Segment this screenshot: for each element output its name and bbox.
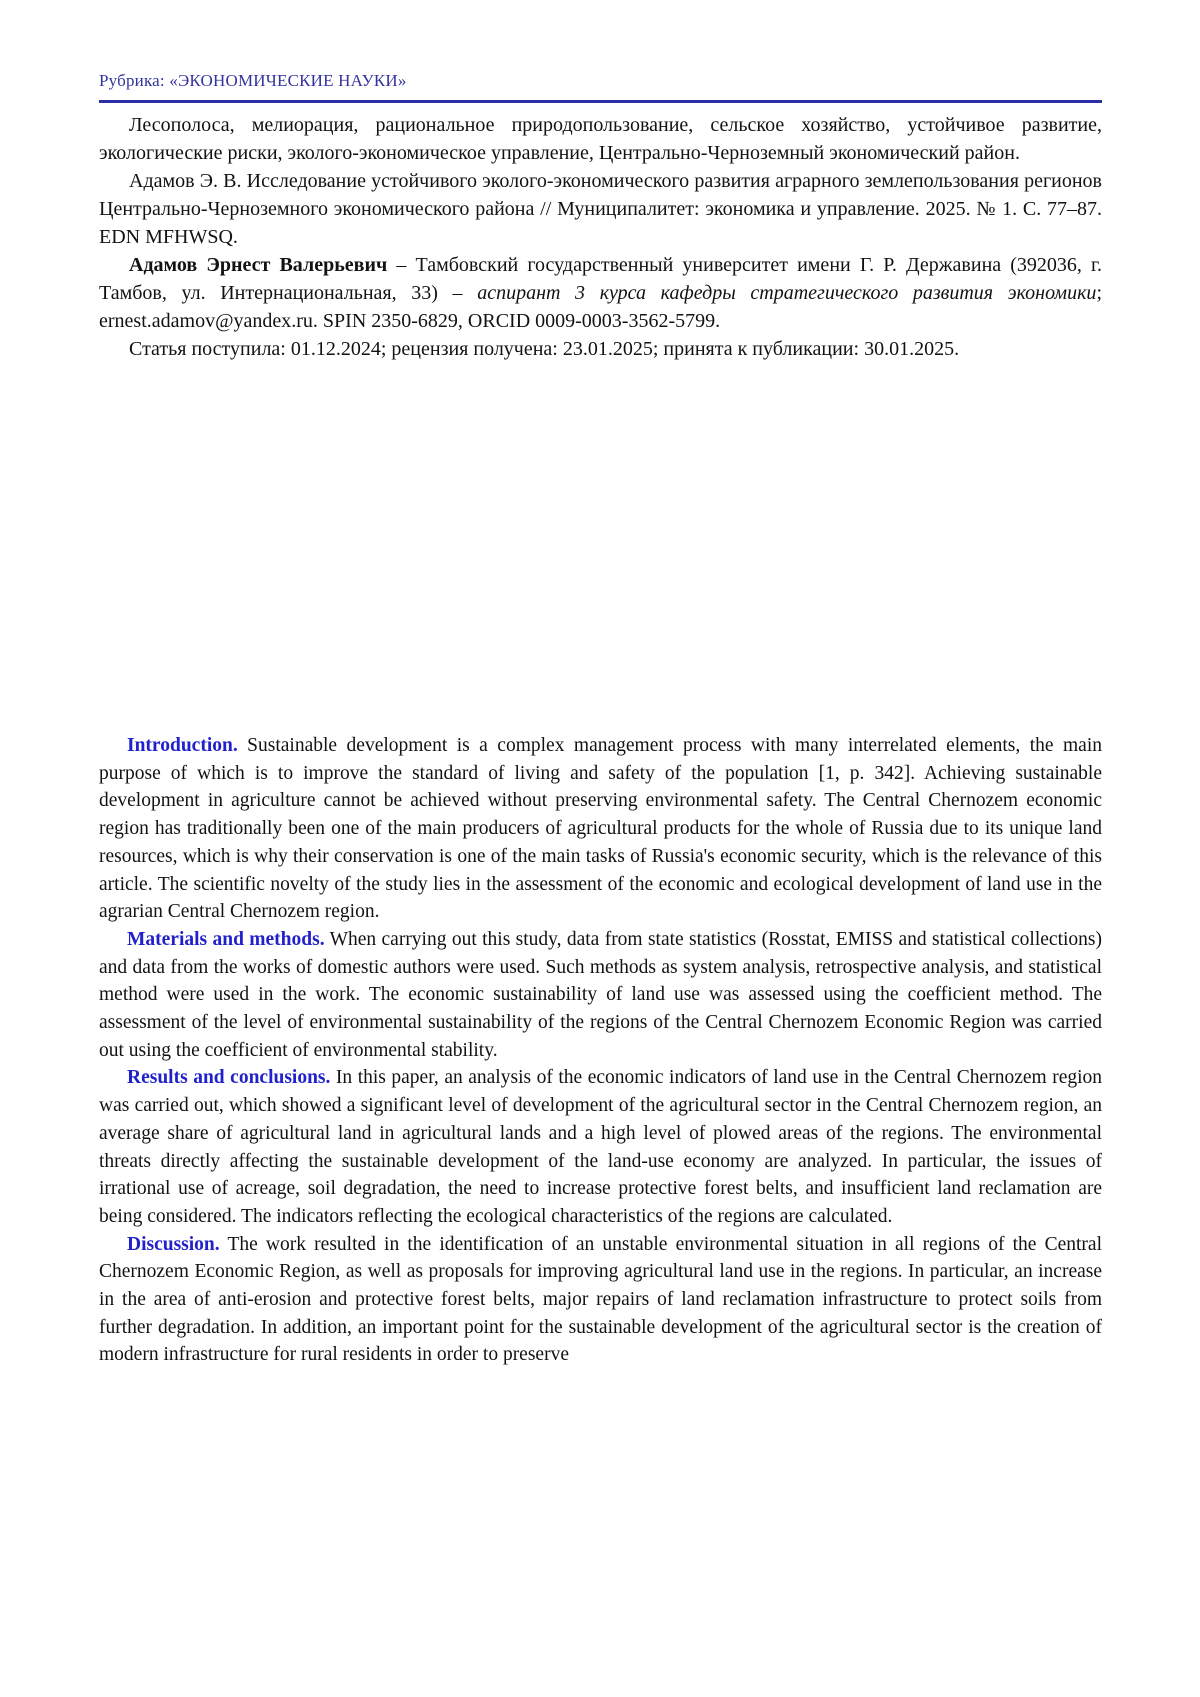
- author-email: ernest.adamov@yandex.ru: [99, 310, 313, 332]
- discussion-heading: Discussion.: [127, 1233, 220, 1255]
- author-name: Адамов Эрнест Валерьевич: [129, 254, 388, 276]
- introduction-text: Sustainable development is a complex management process with many interrelated elements, the main purpose of which is to improve the standard of living and safety of the population [1, p. 342]. Achieving sustainable development in agriculture cannot be achieved without preserving environmental safety. The Central Chernozem economic region has traditionally been one of the main producers of agricultural products for the whole of Russia due to its unique land resources, which is why their conservation is one of the main tasks of Russia's economic security, which is the relevance of this article. The scientific novelty of the study lies in the assessment of the economic and ecological development of land use in the agrarian Central Chernozem region.: [99, 735, 1102, 923]
- results-conclusions-heading: Results and conclusions.: [127, 1067, 331, 1089]
- author-affiliation: – Тамбовский государственный университет имени Г. Р. Державина (392036, г. Тамбов, ул. Интернациональная, 33) –: [99, 254, 1102, 304]
- header-divider: [99, 100, 1102, 103]
- section-introduction: [99, 732, 1102, 926]
- section-results-conclusions: [99, 1064, 1102, 1230]
- rubric-header: [99, 0, 1102, 103]
- citation-paragraph: Адамов Э. В. Исследование устойчивого эколого-экономического развития аграрного землепользования регионов Центрально-Черноземного экономического района // Муниципалитет: экономика и управление. 2025. № 1. С. 77–87. EDN MFHWSQ.: [99, 170, 1102, 248]
- article-dates-line: Статья поступила: 01.12.2024; рецензия получена: 23.01.2025; принята к публикации: 30.01.2025.: [129, 338, 960, 360]
- author-ids: . SPIN 2350-6829, ORCID 0009-0003-3562-5799.: [312, 310, 721, 332]
- discussion-text: The work resulted in the identification of an unstable environmental situation in all regions of the Central Chernozem Economic Region, as well as proposals for improving agricultural land use in the regions. In particular, an increase in the area of anti-erosion and protective forest belts, major repairs of land reclamation infrastructure to protect soils from further degradation. In addition, an important point for the sustainable development of the agricultural sector is the creation of modern infrastructure for rural residents in order to preserve: [99, 1233, 1102, 1366]
- results-conclusions-text: In this paper, an analysis of the economic indicators of land use in the Central Chernozem region was carried out, which showed a significant level of development of the agricultural sector in the Central Chernozem region, an average share of agricultural land in agricultural lands and a high level of plowed areas of the regions. The environmental threats directly affecting the sustainable development of the land-use economy are analyzed. In particular, the issues of irrational use of acreage, soil degradation, the need to increase protective forest belts, and insufficient land reclamation are being considered. The indicators reflecting the ecological characteristics of the regions are calculated.: [99, 1067, 1103, 1227]
- rubric-label: Рубрика: «ЭКОНОМИЧЕСКИЕ НАУКИ»: [99, 71, 407, 90]
- materials-methods-heading: Materials and methods.: [127, 928, 325, 950]
- author-contacts-lead: ;: [1096, 282, 1102, 304]
- keywords-paragraph-ru: Лесополоса, мелиорация, рациональное природопользование, сельское хозяйство, устойчивое развитие, экологические риски, эколого-экономическое управление, Центрально-Черноземный экономический район.: [99, 114, 1102, 164]
- materials-methods-text: When carrying out this study, data from state statistics (Rosstat, EMISS and statistical collections) and data from the works of domestic authors were used. Such methods as system analysis, retrospective analysis, and statistical method were used in the work. The economic sustainability of land use was assessed using the coefficient method. The assessment of the level of environmental sustainability of the regions of the Central Chernozem Economic Region was carried out using the coefficient of environmental stability.: [99, 928, 1102, 1061]
- section-discussion: [99, 1231, 1102, 1370]
- author-position: аспирант 3 курса кафедры стратегического развития экономики: [477, 282, 1097, 304]
- author-info-paragraph: [99, 251, 1102, 335]
- section-materials-methods: [99, 926, 1102, 1065]
- english-abstract-block: [99, 732, 1102, 1369]
- introduction-heading: Introduction.: [127, 735, 238, 756]
